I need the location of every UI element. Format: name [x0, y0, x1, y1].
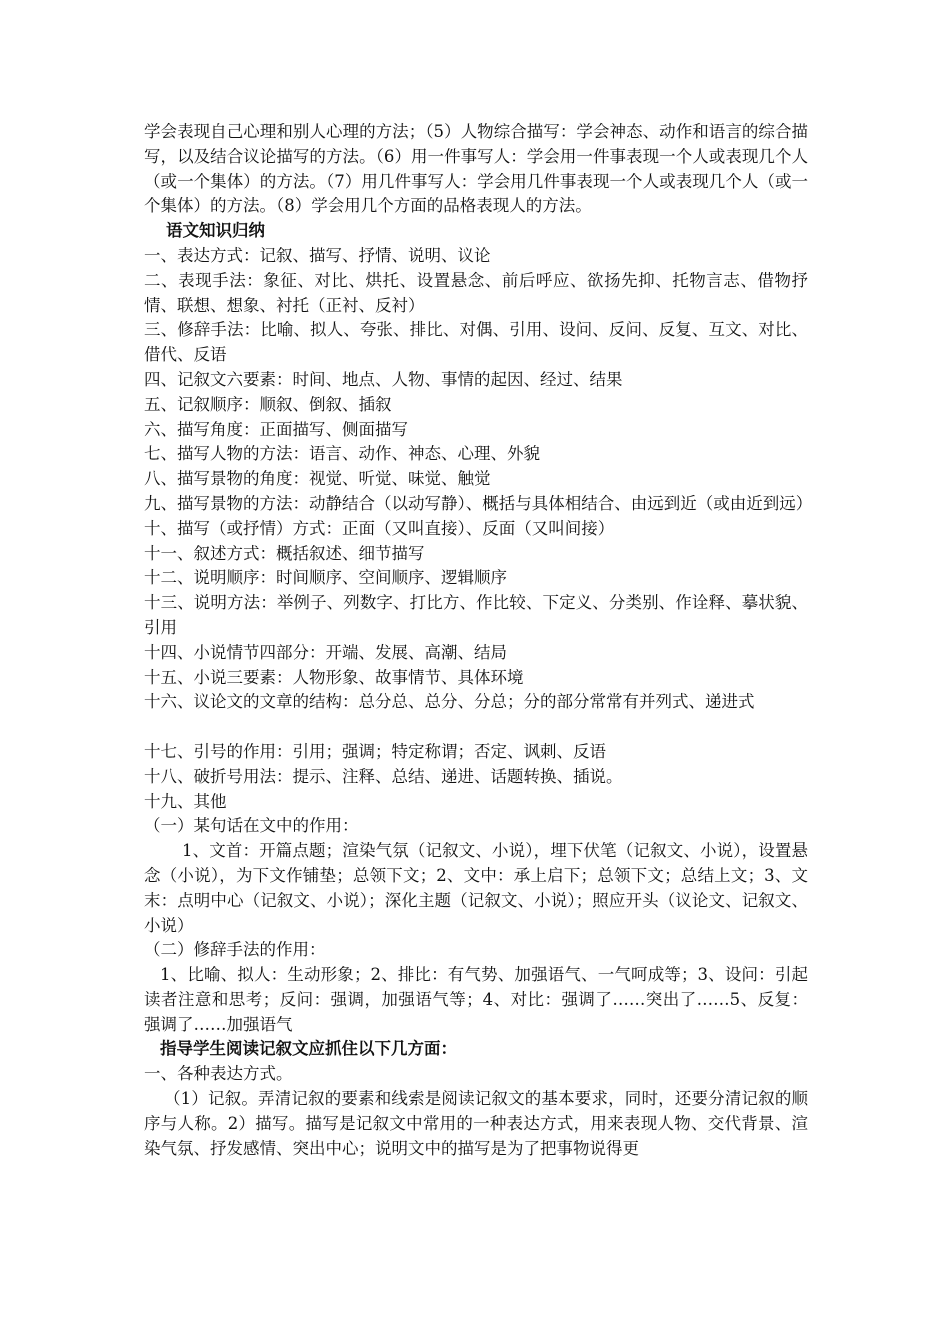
list-item: 八、描写景物的角度：视觉、听觉、味觉、触觉: [144, 469, 491, 489]
paragraph-rhetoric-role: 1、比喻、拟人：生动形象；2、排比：有气势、加强语气、一气呵成等；3、设问：引起读者注意和思考；反问：强调，加强语气等；4、对比：强调了……突出了……5、反复：强调了……加强语气: [144, 965, 808, 1034]
subsection-title: （二）修辞手法的作用：: [144, 940, 326, 960]
list-item: 十四、小说情节四部分：开端、发展、高潮、结局: [144, 642, 507, 662]
paragraph-intro: 学会表现自己心理和别人心理的方法；（5）人物综合描写：学会神态、动作和语言的综合描写，以及结合议论描写的方法。（6）用一件事写人：学会用一件事表现一个人或表现几个人（或一个集体）的方法。（7）用几件事写人：学会用几件事表现一个人或表现几个人（或一个集体）的方法。（8）学会用几个方面的品格表现人的方法。: [144, 122, 808, 216]
list-item: 十八、破折号用法：提示、注释、总结、递进、话题转换、插说。: [144, 766, 623, 786]
list-item: 十二、说明顺序：时间顺序、空间顺序、逻辑顺序: [144, 568, 507, 588]
section-heading-knowledge: 语文知识归纳: [166, 221, 265, 241]
paragraph-sentence-role: 1、文首：开篇点题；渲染气氛（记叙文、小说），埋下伏笔（记叙文、小说），设置悬念（小说），为下文作铺垫；总领下文；2、文中：承上启下；总领下文；总结上文；3、文末：点明中心（记叙文、小说）；深化主题（记叙文、小说）；照应开头（议论文、记叙文、小说）: [144, 841, 808, 935]
list-item: 七、描写人物的方法：语言、动作、神态、心理、外貌: [144, 444, 540, 464]
list-item: 一、表达方式：记叙、描写、抒情、说明、议论: [144, 245, 491, 265]
paragraph-expression: （1）记叙。弄清记叙的要素和线索是阅读记叙文的基本要求，同时，还要分清记叙的顺序与人称。2）描写。描写是记叙文中常用的一种表达方式，用来表现人物、交代背景、渲染气氛、抒发感情、突出中心；说明文中的描写是为了把事物说得更: [144, 1089, 808, 1158]
list-item: 十五、小说三要素：人物形象、故事情节、具体环境: [144, 667, 524, 687]
document-page: [144, 120, 813, 1161]
list-item: 六、描写角度：正面描写、侧面描写: [144, 419, 408, 439]
list-item: 十三、说明方法：举例子、列数字、打比方、作比较、下定义、分类别、作诠释、摹状貌、引用: [144, 593, 808, 637]
list-item: 十七、引号的作用：引用；强调；特定称谓；否定、讽刺、反语: [144, 741, 606, 761]
list-item: 二、表现手法：象征、对比、烘托、设置悬念、前后呼应、欲扬先抑、托物言志、借物抒情、联想、想象、衬托（正衬、反衬）: [144, 270, 808, 315]
section-heading-reading: 指导学生阅读记叙文应抓住以下几方面：: [160, 1039, 457, 1059]
list-item: 十、描写（或抒情）方式：正面（又叫直接）、反面（又叫间接）: [144, 518, 615, 538]
list-item: 十九、其他: [144, 791, 227, 811]
list-item: 五、记叙顺序：顺叙、倒叙、插叙: [144, 394, 392, 414]
list-item: 一、各种表达方式。: [144, 1064, 293, 1084]
list-item: 九、描写景物的方法：动静结合（以动写静）、概括与具体相结合、由远到近（或由近到远）: [144, 493, 813, 513]
list-item: 四、记叙文六要素：时间、地点、人物、事情的起因、经过、结果: [144, 369, 623, 389]
list-item: 三、修辞手法：比喻、拟人、夸张、排比、对偶、引用、设问、反问、反复、互文、对比、借代、反语: [144, 320, 808, 365]
list-item: 十一、叙述方式：概括叙述、细节描写: [144, 543, 425, 563]
subsection-title: （一）某句话在文中的作用：: [144, 816, 359, 836]
blank-line: [144, 715, 808, 740]
list-item: 十六、议论文的文章的结构：总分总、总分、分总；分的部分常常有并列式、递进式: [144, 692, 755, 712]
